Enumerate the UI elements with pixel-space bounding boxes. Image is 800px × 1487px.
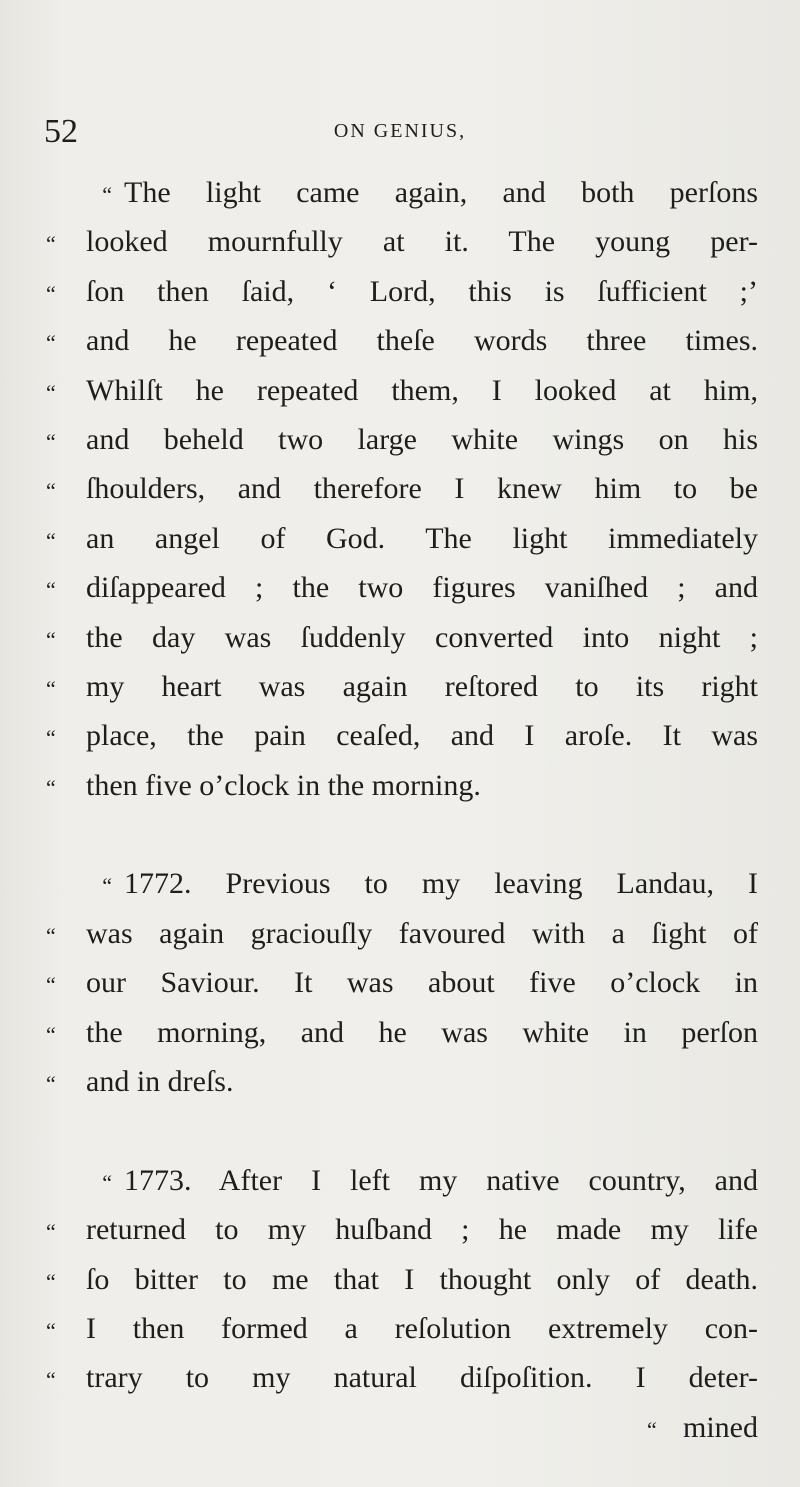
running-title: ON GENIUS, [333,120,467,142]
body-text [46,168,758,1452]
quote-mark: “ [46,626,56,652]
text-line [46,464,758,513]
text-line [46,761,758,810]
quote-mark: “ [46,725,56,751]
quote-mark: “ [46,675,56,701]
line-text: the day was ſuddenly converted into night ; [86,620,758,654]
text-line [46,711,758,760]
line-text: 1772. Previous to my leaving Landau, I [124,867,758,901]
quote-mark: “ [46,280,56,306]
text-line [46,1304,758,1353]
quote-mark: “ [102,182,112,207]
line-text: then five o’clock in the morning. [86,768,481,802]
quote-mark: “ [102,1169,112,1195]
line-text: returned to my huſband ; he made my life [86,1213,758,1247]
text-line [46,168,758,217]
catchword-text: mined [683,1410,758,1444]
quote-mark: “ [46,231,56,257]
line-text: ſhoulders, and therefore I knew him to be [86,472,758,506]
quote-mark: “ [46,1219,56,1245]
text-line [46,909,758,958]
quote-mark: “ [46,379,56,405]
quote-mark: “ [46,1021,56,1047]
line-text: the morning, and he was white in perſon [86,1015,758,1049]
line-text: diſappeared ; the two figures vaniſhed ; and [86,571,758,605]
quote-mark: “ [46,428,56,454]
line-text: Whilſt he repeated them, I looked at him, [86,373,758,407]
text-line [46,1255,758,1304]
text-line [46,958,758,1007]
line-text: an angel of God. The light immediately [86,521,758,555]
text-line [46,1205,758,1254]
catchword [46,1403,758,1452]
quote-mark: “ [46,922,56,948]
quote-mark: “ [46,774,56,800]
quote-mark: “ [46,1071,56,1097]
line-text: 1773. After I left my native country, and [124,1163,758,1197]
quote-mark: “ [102,873,112,899]
line-text: looked mournfully at it. The young per- [86,225,758,259]
line-text: ſon then ſaid, ‘ Lord, this is ſufficient ;’ [86,274,758,308]
page-number: 52 [44,113,78,150]
text-line [46,366,758,415]
quote-mark: “ [46,1268,56,1294]
quote-mark: “ [46,577,56,603]
line-text: and beheld two large white wings on his [86,422,758,456]
text-line [46,1008,758,1057]
text-line [46,217,758,266]
quote-mark: “ [46,972,56,998]
quote-mark: “ [46,1317,56,1343]
line-text: The light came again, and both perſons [124,176,758,209]
text-line [46,316,758,365]
line-text: and in dreſs. [86,1065,234,1099]
quote-mark: “ [647,1416,657,1442]
text-line [46,415,758,464]
line-text: was again graciouſly favoured with a ſight of [86,916,758,950]
paragraph-gap [46,1106,758,1155]
line-text: our Saviour. It was about five o’clock in [86,966,758,1000]
text-line [46,662,758,711]
line-text: place, the pain ceaſed, and I aroſe. It was [86,719,758,753]
line-text: ſo bitter to me that I thought only of death. [86,1262,758,1296]
text-line [46,613,758,662]
quote-mark: “ [46,1367,56,1393]
line-text: I then formed a reſolution extremely con- [86,1311,758,1345]
line-text: and he repeated theſe words three times. [86,324,758,358]
line-text: my heart was again reſtored to its right [86,669,758,703]
text-line [46,267,758,316]
paragraph-gap [46,810,758,859]
line-text: trary to my natural diſpoſition. I deter- [86,1361,758,1395]
text-line [46,514,758,563]
quote-mark: “ [46,330,56,356]
text-line [46,1156,758,1205]
quote-mark: “ [46,527,56,553]
text-line [46,859,758,908]
text-line [46,563,758,612]
text-line [46,1353,758,1402]
quote-mark: “ [46,478,56,504]
text-line [46,1057,758,1106]
